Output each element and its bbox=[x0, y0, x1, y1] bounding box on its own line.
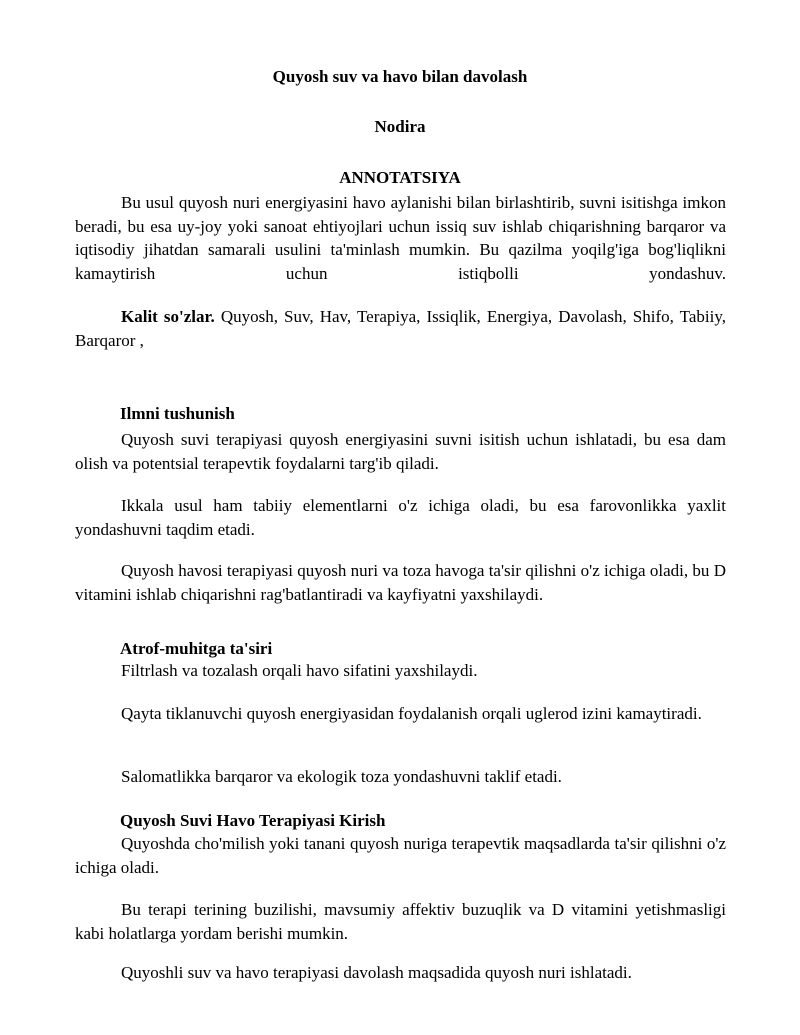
keywords-paragraph bbox=[75, 305, 726, 352]
section-heading-atrof-muhit: Atrof-muhitga ta'siri bbox=[120, 639, 273, 658]
section-paragraph: Salomatlikka barqaror va ekologik toza yondashuvni taklif etadi. bbox=[121, 767, 562, 786]
section-paragraph: Ikkala usul ham tabiiy elementlarni o'z ichiga oladi, bu esa farovonlikka yaxlit yondashuvni taqdim etadi. bbox=[75, 496, 726, 539]
section-paragraph: Quyoshda cho'milish yoki tanani quyosh nuriga terapevtik maqsadlarda ta'sir qilishni o'z ichiga oladi. bbox=[75, 834, 726, 877]
section-paragraph: Quyosh suvi terapiyasi quyosh energiyasini suvni isitish uchun ishlatadi, bu esa dam olish va potentsial terapevtik foydalarni targ'ib qiladi. bbox=[75, 430, 726, 473]
section-heading-kirish: Quyosh Suvi Havo Terapiyasi Kirish bbox=[120, 811, 386, 830]
section-paragraph: Bu terapi terining buzilishi, mavsumiy affektiv buzuqlik va D vitamini yetishmasligi kabi holatlarga yordam berishi mumkin. bbox=[75, 900, 726, 943]
section-paragraph: Qayta tiklanuvchi quyosh energiyasidan foydalanish orqali uglerod izini kamaytiradi. bbox=[121, 704, 702, 723]
annotation-heading: ANNOTATSIYA bbox=[339, 168, 461, 187]
keywords-label: Kalit so'zlar. bbox=[121, 307, 215, 326]
author-name: Nodira bbox=[374, 117, 426, 136]
keywords-list: Quyosh, Suv, Hav, Terapiya, Issiqlik, Energiya, Davolash, Shifo, Tabiiy, Barqaror , bbox=[75, 307, 726, 350]
section-paragraph: Quyoshli suv va havo terapiyasi davolash maqsadida quyosh nuri ishlatadi. bbox=[121, 963, 632, 982]
annotation-paragraph: Bu usul quyosh nuri energiyasini havo aylanishi bilan birlashtirib, suvni isitishga imkon beradi, bu esa uy-joy yoki sanoat ehtiyojlari uchun issiq suv ishlab chiqarishning barqaror va iqtisodiy jihatdan samarali usulini ta'minlash mumkin. Bu qazilma yoqilg'iga bog'liqlikni kamaytirish uchun istiqbolli yondashuv. bbox=[75, 193, 726, 283]
document-title: Quyosh suv va havo bilan davolash bbox=[272, 67, 528, 86]
section-paragraph: Filtrlash va tozalash orqali havo sifatini yaxshilaydi. bbox=[121, 661, 478, 680]
section-paragraph: Quyosh havosi terapiyasi quyosh nuri va toza havoga ta'sir qilishni o'z ichiga oladi, bu D vitamini ishlab chiqarishni rag'batlantiradi va kayfiyatni yaxshilaydi. bbox=[75, 561, 726, 604]
section-heading-ilmni-tushunish: Ilmni tushunish bbox=[120, 404, 235, 423]
